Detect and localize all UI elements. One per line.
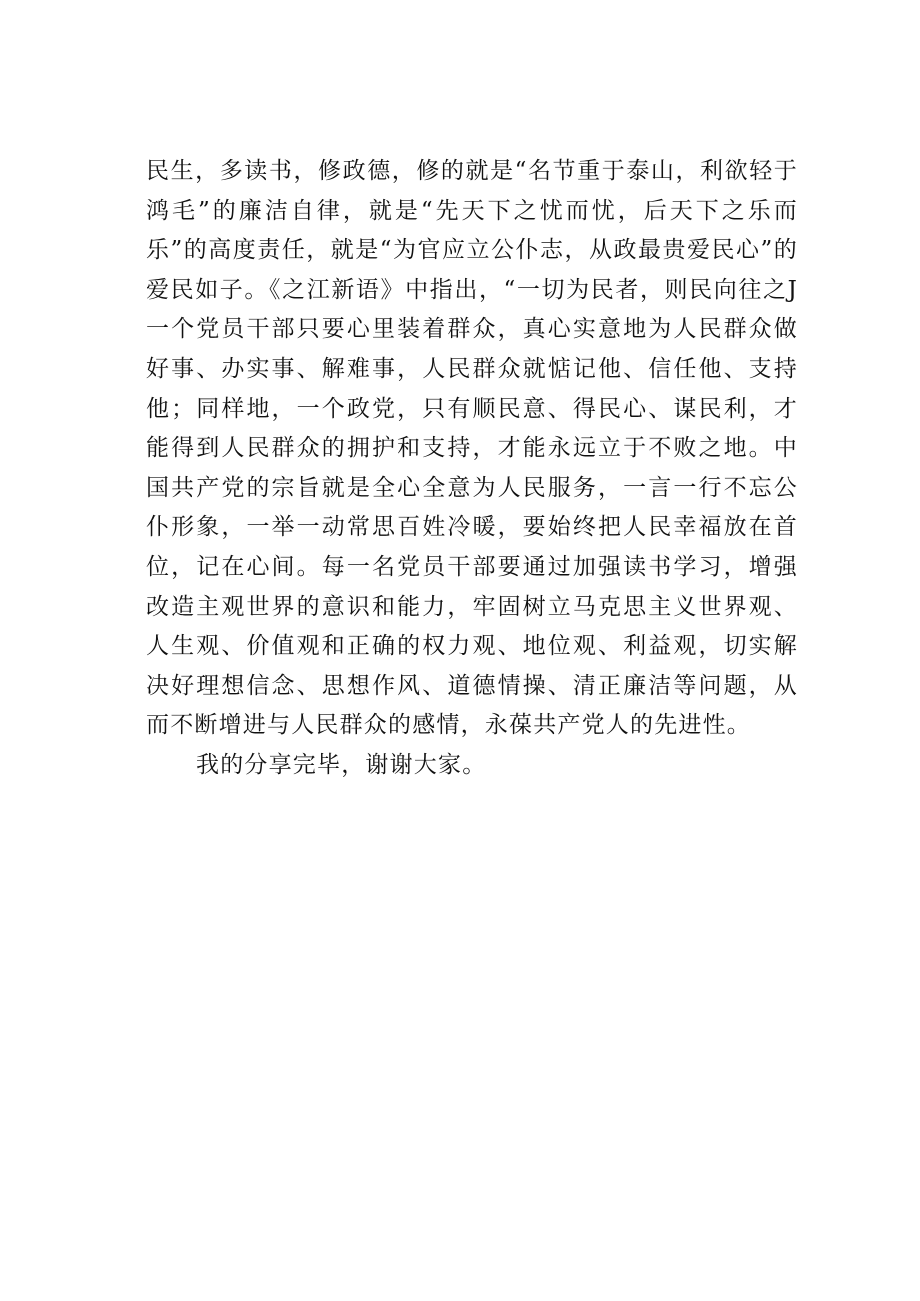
body-paragraph: 民生，多读书，修政德，修的就是“名节重于泰山，利欲轻于鸿毛”的廉洁自律，就是“先天下之忧而忧，后天下之乐而乐”的高度责任，就是“为官应立公仆志，从政最贵爱民心”的爱民如子。《之江新语》中指出，“一切为民者，则民向往之J一个党员干部只要心里装着群众，真心实意地为人民群众做好事、办实事、解难事，人民群众就惦记他、信任他、支持他；同样地，一个政党，只有顺民意、得民心、谋民利，才能得到人民群众的拥护和支持，才能永远立于不败之地。中国共产党的宗旨就是全心全意为人民服务，一言一行不忘公仆形象，一举一动常思百姓冷暖，要始终把人民幸福放在首位，记在心间。每一名党员干部要通过加强读书学习，增强改造主观世界的意识和能力，牢固树立马克思主义世界观、人生观、价值观和正确的权力观、地位观、利益观，切实解决好理想信念、思想作风、道德情操、清正廉洁等问题，从而不断增进与人民群众的感情，永葆共产党人的先进性。 xyxy=(146,158,798,739)
closing-paragraph: 我的分享完毕，谢谢大家。 xyxy=(196,751,487,778)
document-body xyxy=(146,152,798,786)
